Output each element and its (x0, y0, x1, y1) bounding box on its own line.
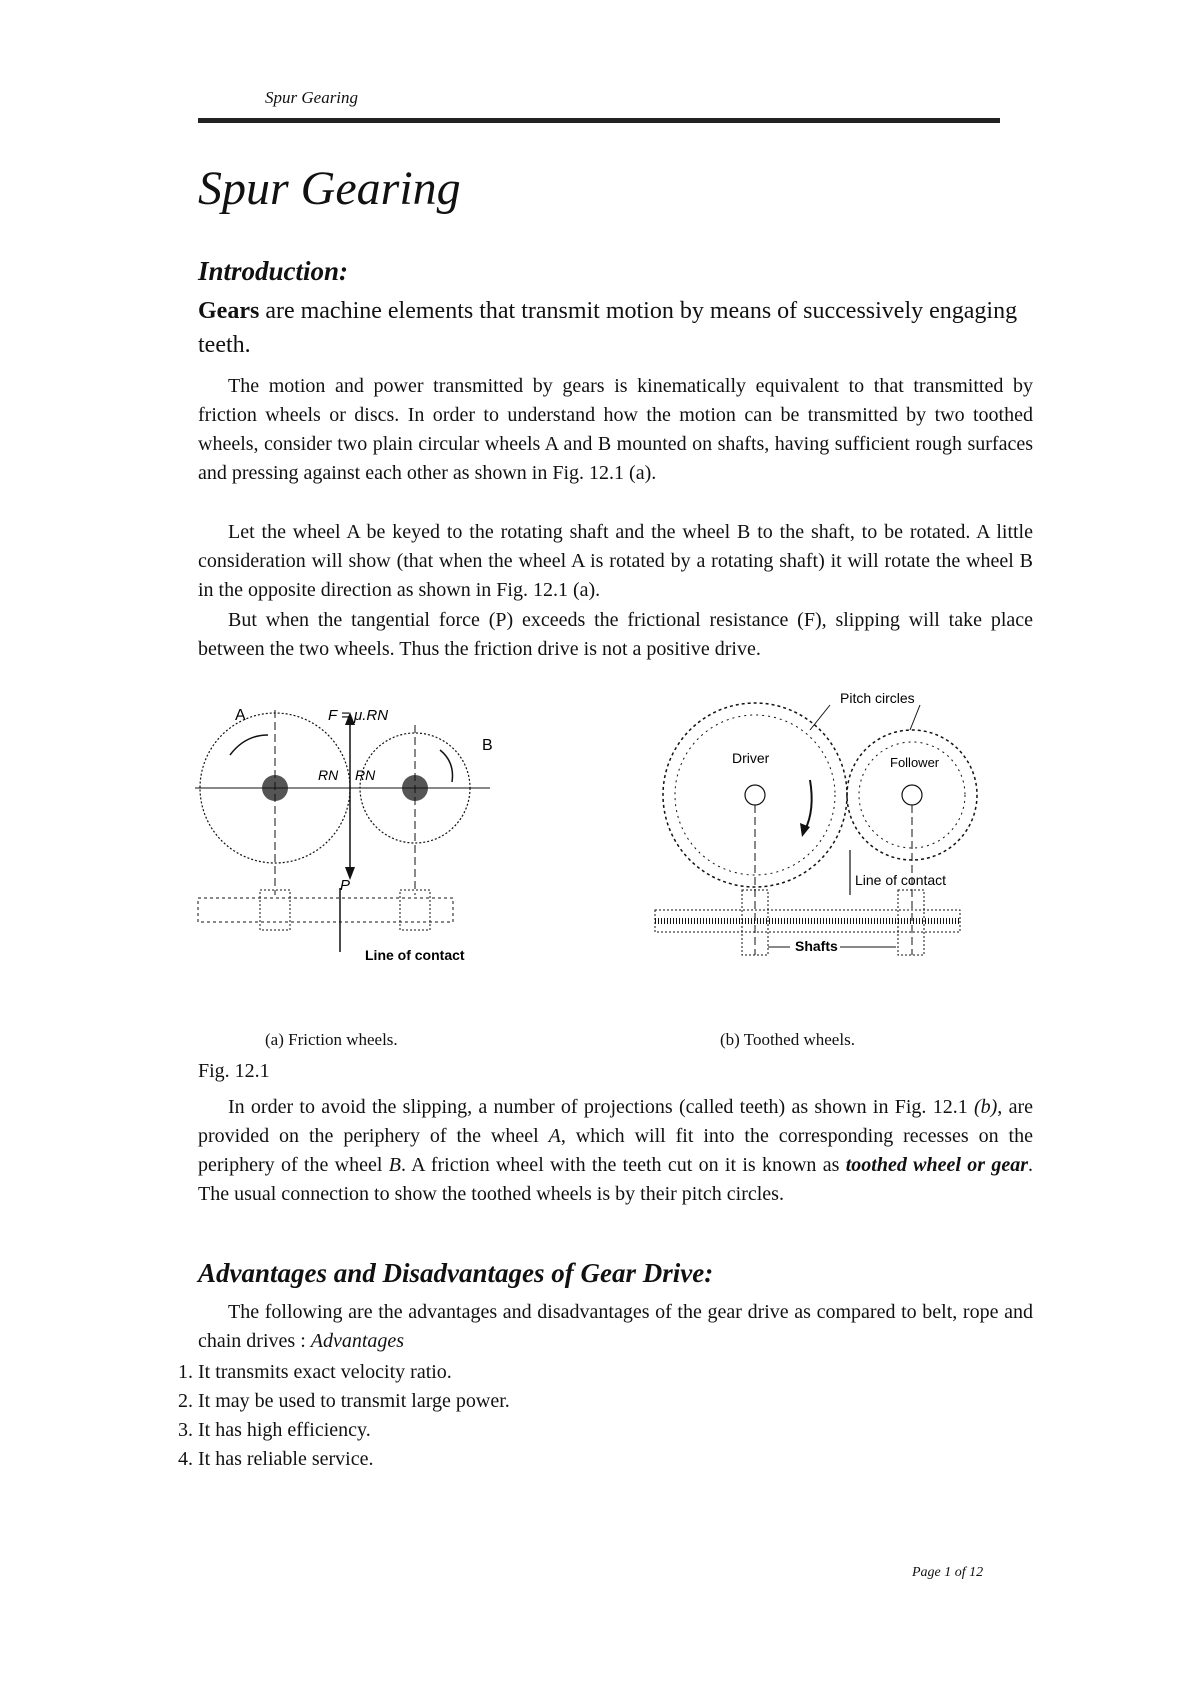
paragraph-4 (198, 1093, 1033, 1209)
header-rule (198, 118, 1000, 123)
driver-rotation-head (800, 823, 810, 837)
para4-g: . A friction wheel with the teeth cut on it is known as (400, 1154, 846, 1176)
page-title: Spur Gearing (198, 162, 461, 215)
label-b: B (482, 737, 493, 754)
label-p: P (340, 877, 351, 894)
bearing-a (260, 890, 290, 930)
shaft-base (198, 898, 453, 922)
rotation-arrow-a (230, 735, 268, 755)
figure-label: Fig. 12.1 (198, 1060, 270, 1082)
label-f: F = μ.RN (328, 707, 389, 724)
list-item: 4. It has reliable service. (178, 1448, 374, 1470)
bearing-b (400, 890, 430, 930)
driver-rotation-arrow (805, 780, 812, 830)
label-line-of-contact-a: Line of contact (365, 947, 465, 963)
label-rn-left: RN (318, 767, 339, 783)
pitch-pointer-2 (910, 705, 920, 730)
paragraph-1: The motion and power transmitted by gears is kinematically equivalent to that transmitted by friction wheels or discs. In order to understand how the motion can be transmitted by two toothed wheels, consider two plain circular wheels A and B mounted on shafts, having sufficient rough surfaces and pressing against each other as shown in Fig. 12.1 (a). (198, 375, 1033, 484)
paragraph-3: But when the tangential force (P) exceeds the frictional resistance (F), slipping will take place between the two wheels. Thus the friction drive is not a positive drive. (198, 609, 1033, 660)
list-item: 3. It has high efficiency. (178, 1419, 371, 1441)
figure-a-friction-wheels (190, 690, 510, 990)
driver-hub (745, 785, 765, 805)
figure-b-toothed-wheels (650, 685, 1000, 1015)
list-item: 2. It may be used to transmit large power. (178, 1390, 510, 1412)
caption-a: (a) Friction wheels. (265, 1030, 398, 1049)
para4-c: , are provided on the periphery of the wheel (198, 1096, 1033, 1147)
para4-h: toothed wheel or gear (845, 1154, 1028, 1176)
page-number: Page 1 of 12 (912, 1565, 984, 1580)
para4-b: (b) (973, 1096, 998, 1118)
intro-lead (198, 294, 1033, 362)
advantages-intro (198, 1298, 1033, 1356)
running-header: Spur Gearing (265, 88, 359, 107)
label-line-of-contact-b: Line of contact (855, 872, 947, 888)
list-item: 1. It transmits exact velocity ratio. (178, 1361, 452, 1383)
para4-i: . The usual connection to show the toothed wheels is by their pitch circles. (198, 1154, 1033, 1205)
advantages-list (178, 1358, 510, 1474)
para4-e: , which will fit into the corresponding recesses on the periphery of the wheel (198, 1125, 1033, 1176)
para4-f: B (388, 1154, 401, 1176)
pitch-pointer-1 (810, 705, 830, 730)
follower-pitch-circle (847, 730, 977, 860)
paragraph-2: Let the wheel A be keyed to the rotating shaft and the wheel B to the shaft, to be rotated. A little consideration will show (that when the wheel A is rotated by a rotating shaft) it will rotate the wheel B in the opposite direction as shown in Fig. 12.1 (a). (198, 521, 1033, 601)
para4-d: A (548, 1125, 561, 1147)
adv-intro-text: The following are the advantages and disadvantages of the gear drive as compared to belt, rope and chain drives : (198, 1301, 1033, 1352)
label-rn-right: RN (355, 767, 376, 783)
caption-b: (b) Toothed wheels. (720, 1030, 855, 1049)
rotation-arrow-b (440, 750, 453, 782)
adv-intro-italic: Advantages (310, 1330, 405, 1352)
label-a: A (235, 707, 246, 724)
label-shafts: Shafts (795, 938, 838, 954)
intro-lead-bold: Gears (198, 298, 260, 324)
para4-a: In order to avoid the slipping, a number of projections (called teeth) as shown in Fig. 12.1 (228, 1096, 974, 1118)
label-pitch-circles: Pitch circles (840, 690, 915, 706)
intro-heading: Introduction: (198, 256, 349, 286)
advantages-heading: Advantages and Disadvantages of Gear Drive: (198, 1258, 714, 1288)
label-driver: Driver (732, 750, 770, 766)
follower-hub (902, 785, 922, 805)
label-follower: Follower (890, 755, 940, 770)
intro-lead-rest: are machine elements that transmit motion by means of successively engaging teeth. (198, 298, 1018, 358)
